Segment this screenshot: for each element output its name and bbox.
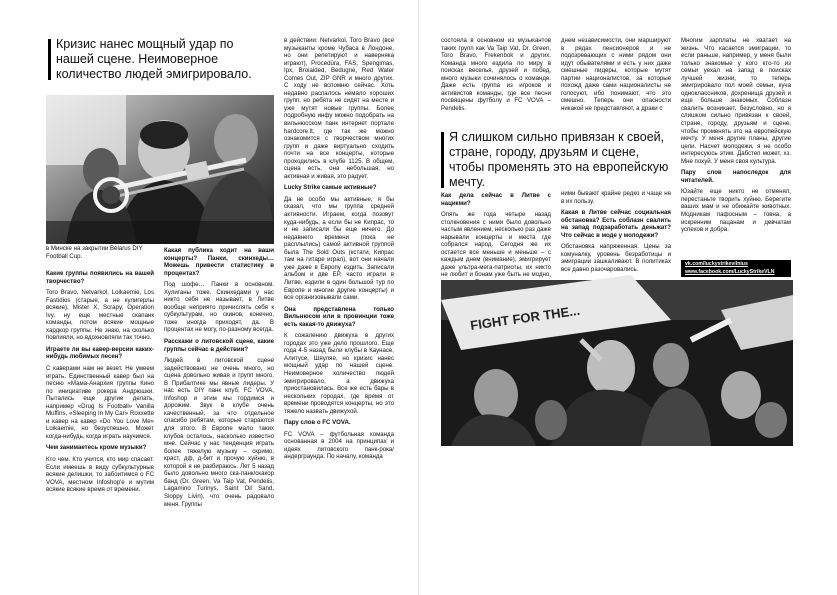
concert-crowd-illustration: [441, 280, 793, 446]
right-pull-quote: [441, 130, 677, 190]
answer: Юзайте еще никто не отменял, перестаньте творить хуйню. Берегите ваших мам и не обижайте животных. Модникам пафосным – говна, а искренним пацанам и девчатам успехов и добра.: [681, 188, 791, 234]
question: Она представлена только Вильнюсом или в провинции тоже есть какая-то движуха?: [284, 305, 394, 328]
right-pull-quote-text: Я слишком сильно привязан к своей, стране, городу, друзьям и сцене, чтобы променять это на европейскую мечту.: [449, 130, 669, 189]
question: Lucky Strike самые активные?: [284, 184, 377, 192]
answer: в действии: Netvarkol, Toro Bravo (все музыканты кроме Чубаса в Лондоне, но они репетируют и наверняка играют), Procedūra, FAS, Spengimas, Ipx, Broiaided, Bedugnė, Red Water Comes Out, ZIP GNR и много других. С ходу не вспомню сейчас. Хоть недавно распалось немало хороших групп, но ребята не сидят на месте и уже мутят новые группы. Более подробную инфу можно подобрать на вильнюсском панк интернет портале hardcore.lt, где так же можно ознакомится с творчеством многих групп и даже виртуально сходить почти на все концерты, которые проходились в клубе 1125. В общем, сцена есть, она небольшая, но активная и живая, это радует.: [284, 37, 394, 180]
banner-text: FIGHT FOR THE...: [469, 302, 581, 333]
right-column-1-top: [441, 37, 551, 123]
answer: днем независимости, они маршируют в рядах пенсионеров и не подозревающих с ними рядом они идут обывателями и есть у них даже смешные лидеры, которые мутят партии националистов, за которые похожд даже сами националисты не голосуют, ибо понимают, что это смешно. Теперь они опасности никакой не представляют, а драки с: [561, 37, 671, 112]
answer: Людей в литовской сцене задействовано не очень много, но сцена довольно живая и групп много. В Прибалтике мы явные лидеры. У нас есть DIY панк клуб, FC VOVA, Infoshop и этим мы гордимся и дорожим. Звук в клубе очень качественный, за что отдельное спасибо ребятам, которые стараются для этого. В Европе мало таких клубов осталось, насколько известно мне. Сейчас у нас тенденция играть более тяжелую музыку – скримо, краст, дф, д-бит и прочую хуйню, в которой я не разбираюсь. Лет 5 назад было довольно много ска-панк/скакор банд (Dr. Green, Va Taip Vat, Pendelis, Lagamino Turinys, Saint Oil Sand, Sloppy Livin), что очень радовало меня. Группы: [164, 357, 274, 508]
answer: Многим зарплаты не хватает на жизнь. Что касается эмиграции, то если раньше, например, у меня были только знакомые у кого кто-то из семьи уехал на запад в поисках лучшей жизни, то теперь эмигрировало пол моей семьи, куча одноклассников, дохренища друзей и еще больше знакомых. Соблазн свалить возникает, безусловно, но я слишком сильно привязан к своей, стране, городу, друзьям и сцене, чтобы променять это на европейскую мечту. У меня другие планы, другие цели. Насчет молодежи, я не особо интересуюсь этим. Дабстеп может, хз. Мне похуй. У меня своя культура.: [681, 37, 791, 165]
question: Пару слов о FC VOVA.: [284, 419, 351, 427]
right-page: [419, 0, 837, 595]
answer: Под шофе… Панки в основном. Хулиганы тоже. Скинхедами у нас никто себя не называет, в Литве вообще неприято причислять себя к субкультурам, но скинов, конечно, тоже иногда приходят, да. В процентах не могу, по-разному всегда.: [164, 281, 274, 334]
answer: С каверами нам не везет. Не умеем играть. Единственный кавер был на песню «Мама-Анархия группы Кино по инициативе рокера Андрюшки. Пытались еще другие делать, например «Drug Is Football» Vanilla Muffins, «Sleeping In My Car» Roxxette и кавер на кавер «Do You Love Me» Loikaemie, но безуспешно. Может когда-нибудь, когда играть научимся.: [46, 365, 154, 440]
question: Какая в Литве сейчас социальная обстановка? Есть соблазн свалить на запад подзаработать деньжат? Что сейчас в моде у молодежи?: [561, 209, 671, 239]
answer: Да не особо мы активные, я бы сказал, что мы группа средней активности. Играем, когда позовут куда-нибудь, а если бы не Кипрас, то и не записали бы еще ничего. До недавнего времени (пока не расплылись) самой активной группой была The Sold Outs (кстати, Кипрас там на гитаре играл), вот они начали уже даже в Европу ездить. Записали альбом и две EP, часто играли в Литве, ездили в один большой тур по Европе и многие другие концерты) и все организовывали сами.: [284, 195, 394, 302]
question: Какие группы появились на вашей творчество?: [46, 270, 154, 285]
left-pull-quote-text: Кризис нанес мощный удар по нашей сцене. Неимоверное количество людей эмигрировало.: [56, 37, 252, 81]
answer: FC VOVA – футбольная команда основанная в 2004 на принципах и идеях литовского панк-рока/андерграунда. По началу, команда: [284, 430, 394, 461]
answer: Опять же года четыре назад столкновения с ними было довольно частым явлением, несколько раз даже нарывали концерты и места где собрался народ. Сегодня же их остается все меньше и меньше – с каждым днем (внимание), эмигрирует даже ультра-мега-патриоты, их никто не любит и бонам уже быть не модно,: [441, 211, 551, 279]
right-column-1-bottom: [441, 190, 551, 279]
vk-link[interactable]: vk.com/luckystrikevilnius: [681, 260, 791, 269]
answer: К сожалению движуха в других городах это уже дело прошлого. Еще года 4-5 назад были клубы в Каунасе, Алитусе, Шяуляе, но кризис нанес мощный удар по нашей сцене. Неимоверное количество людей эмигрировало, а движуха приостановилась. Все же есть бары в нескольких городах, где время от времени проводятся концерты, но это тяжело назвать движухой.: [284, 332, 394, 415]
question: Расскажи о литовской сцене, какие группы сейчас в действии?: [164, 338, 274, 353]
answer: состояла в основном из музыкантов таких групп как Va Taip Vat, Dr. Green, Toro Bravo, Frekenbok и других. Команда много ездила по миру в поисках веселья, друзей и побед, много музыки сочинялось о команде. Даже есть группа из игроков и активистов команды, где все песни посвящены футболу и FC VOVA – Pendelis.: [441, 37, 551, 112]
left-column-1: [46, 268, 154, 568]
answer: Кто чем. Кто учится, кто мир спасает. Если имеешь в виду субкультурные всякие делишки, то забоитимся о FC VOVA, местном Infoshop'е и мутим всякие всякие время от времени.: [46, 456, 154, 494]
answer: Toro Bravo, Netvarkol, Loikaemie, Los Fastidios (старые, а не кулигерлы всякие), Mister X, Scrapy, Operation Ivy, ну еще местные скапанк команды, потом всякие мощные хардкор группы. Не знаю, на сколько повлияли, но вдохновляли так точно.: [46, 289, 154, 342]
question: Какая публика ходит на ваши концерты? Панки, скинхеды… Можешь привести статистику в процентах?: [164, 247, 274, 277]
facebook-link[interactable]: www.facebook.com/LuckyStrikeVLN: [681, 268, 791, 277]
trumpet-player-illustration: [46, 95, 274, 244]
pull-quote-bar: [48, 39, 51, 80]
pull-quote-bar: [441, 132, 444, 188]
right-column-3: [681, 37, 791, 257]
left-column-2: [164, 245, 274, 568]
question: Чем занимаетесь кроме музыки?: [46, 444, 147, 452]
concert-crowd-photo: [441, 280, 793, 446]
question: Как дела сейчас в Литве с нацикми?: [441, 192, 551, 207]
trumpet-player-photo: [46, 95, 274, 244]
answer: Обстановка напряженная. Цены за комуналку, уровень безработицы и эмиграции зашкаливают. В политиках все давно разочаровались.: [561, 243, 671, 273]
photo-caption: в Минске на закрытии Belarus DIY Football Cup.: [46, 245, 143, 260]
answer: ними бывают крайне редко и чаще не в их пользу.: [561, 190, 671, 205]
question: Пару слов напоследок для читателей.: [681, 169, 791, 184]
right-column-2-bottom: [561, 190, 671, 275]
left-column-3: [284, 37, 394, 568]
left-pull-quote: [48, 37, 274, 82]
right-column-2-top: [561, 37, 671, 123]
left-page: [0, 0, 418, 595]
question: Играете ли вы кавер-версии каких-нибудь любимых песен?: [46, 345, 154, 361]
